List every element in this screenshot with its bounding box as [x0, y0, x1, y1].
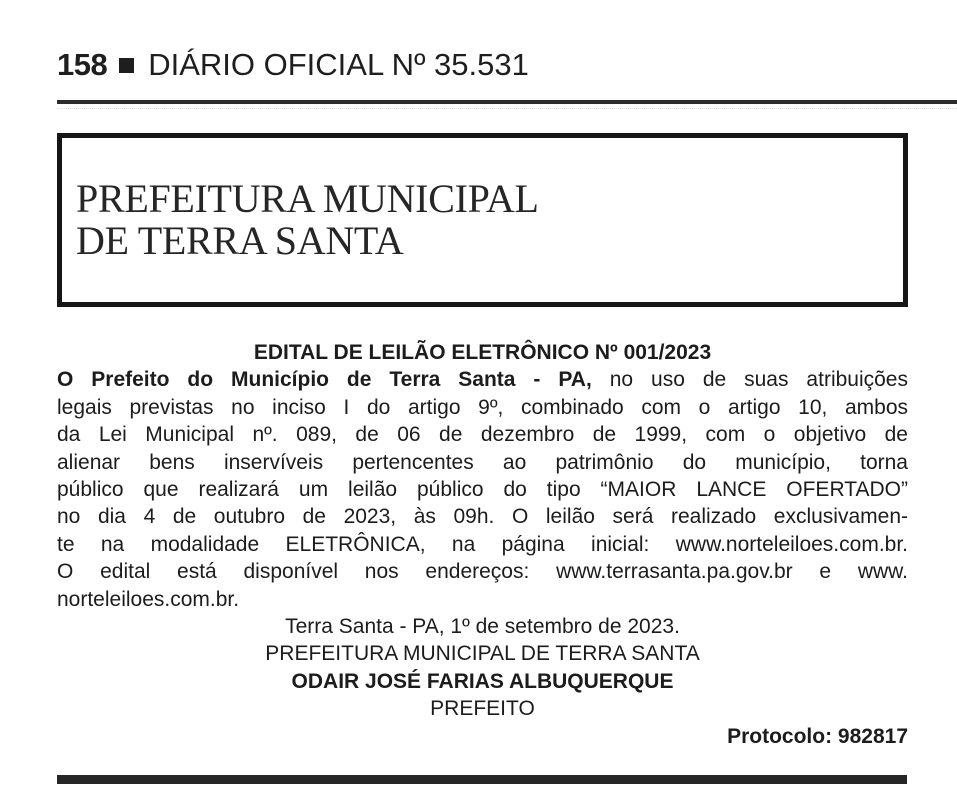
article-line: O edital está disponível nos endereços: www.terrasanta.pa.gov.br e www.	[57, 560, 908, 584]
protocol-number: Protocolo: 982817	[727, 724, 908, 748]
signature-role: PREFEITO	[430, 697, 535, 721]
signature-place-date: Terra Santa - PA, 1º de setembro de 2023.	[285, 615, 680, 639]
masthead-box	[57, 133, 908, 307]
header-rule	[57, 100, 957, 104]
gazette-header	[57, 47, 917, 83]
article-line: legais previstas no inciso I do artigo 9º, combinado com o artigo 10, ambos	[57, 395, 908, 419]
article-title: EDITAL DE LEILÃO ELETRÔNICO Nº 001/2023	[253, 341, 712, 364]
article-line: O Prefeito do Município de Terra Santa - PA, no uso de suas atribuições	[57, 368, 908, 392]
square-bullet-icon	[119, 58, 134, 73]
masthead-line-2: DE TERRA SANTA	[76, 218, 404, 263]
article-line: norteleiloes.com.br.	[57, 587, 240, 611]
page-number: 158	[57, 47, 108, 82]
signature-org: PREFEITURA MUNICIPAL DE TERRA SANTA	[265, 642, 700, 666]
signature-name: ODAIR JOSÉ FARIAS ALBUQUERQUE	[291, 669, 674, 693]
article-line: da Lei Municipal nº. 089, de 06 de dezembro de 1999, com o objetivo de	[57, 423, 908, 447]
article-line: te na modalidade ELETRÔNICA, na página inicial: www.norteleiloes.com.br.	[57, 532, 908, 556]
gazette-title: DIÁRIO OFICIAL Nº 35.531	[148, 47, 529, 82]
article-line: alienar bens inservíveis pertencentes ao patrimônio do município, torna	[57, 450, 908, 474]
article-line: público que realizará um leilão público do tipo “MAIOR LANCE OFERTADO”	[57, 478, 908, 502]
header-rule-dotted	[57, 108, 957, 109]
masthead-line-1: PREFEITURA MUNICIPAL	[76, 176, 539, 221]
edital-article	[57, 339, 908, 750]
article-body	[57, 366, 908, 613]
section-divider-bar	[57, 775, 907, 784]
article-line: no dia 4 de outubro de 2023, às 09h. O leilão será realizado exclusivamen-	[57, 505, 908, 529]
